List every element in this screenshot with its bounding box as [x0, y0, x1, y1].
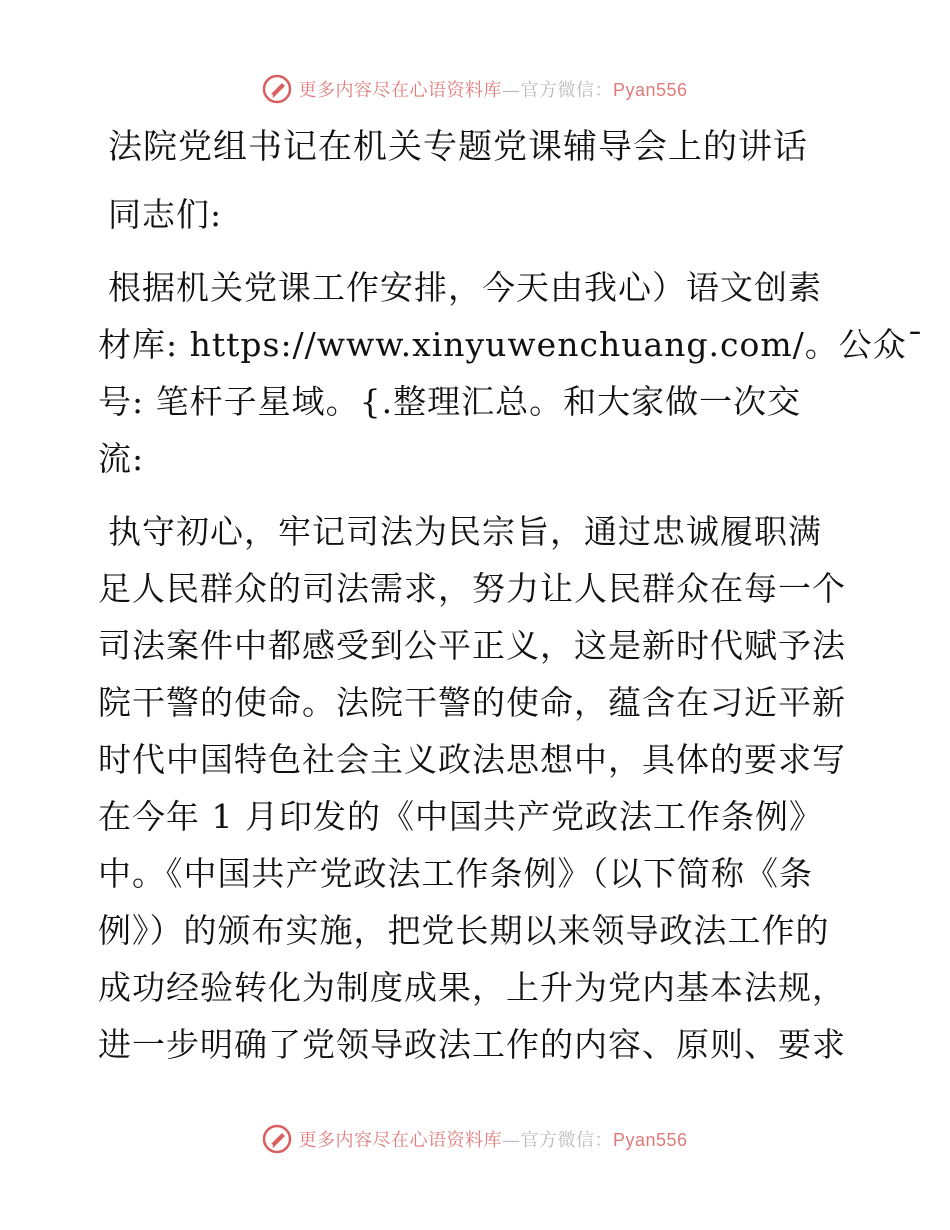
paragraph-line: 在今年 1 月印发的《中国共产党政法工作条例》 [98, 797, 823, 836]
document-body [98, 118, 925, 1089]
pen-logo-icon [262, 1124, 292, 1154]
paragraph-line: 院干警的使命。法院干警的使命，蕴含在习近平新 [98, 683, 846, 722]
paragraph-line: 执守初心，牢记司法为民宗旨，通过忠诚履职满 [108, 512, 822, 551]
paragraph-line: 中。《中国共产党政法工作条例》（以下简称《条 [98, 854, 813, 893]
watermark-text: 更多内容尽在心语资料库—官方微信：Pyan556 [298, 1130, 688, 1151]
paragraph-line: 成功经验转化为制度成果，上升为党内基本法规， [98, 968, 846, 1007]
paragraph-1 [98, 259, 925, 487]
paragraph-line: 例》）的颁布实施，把党长期以来领导政法工作的 [98, 911, 830, 950]
watermark-header [0, 72, 950, 106]
paragraph-line: 时代中国特色社会主义政法思想中，具体的要求写 [98, 740, 846, 779]
paragraph-line: 流: [98, 439, 145, 478]
pen-logo-icon [262, 74, 292, 104]
paragraph-line: 进一步明确了党领导政法工作的内容、原则、要求 [98, 1025, 846, 1064]
watermark-text: 更多内容尽在心语资料库—官方微信：Pyan556 [298, 80, 688, 101]
paragraph-line: 根据机关党课工作安排，今天由我心）语文创素 [108, 268, 822, 307]
paragraph-line: 材库: https://www.xinyuwenchuang.com/。公众¯ [98, 325, 925, 364]
paragraph-line: 足人民群众的司法需求，努力让人民群众在每一个 [98, 569, 846, 608]
greeting-text: 同志们: [108, 195, 223, 234]
greeting [98, 186, 858, 243]
paragraph-line: 司法案件中都感受到公平正义，这是新时代赋予法 [98, 626, 846, 665]
paragraph-line: 号: 笔杆子星域。{.整理汇总。和大家做一次交 [98, 382, 802, 421]
watermark-footer [0, 1122, 950, 1156]
paragraph-2 [98, 503, 858, 1073]
document-title: 法院党组书记在机关专题党课辅导会上的讲话 [108, 127, 808, 167]
